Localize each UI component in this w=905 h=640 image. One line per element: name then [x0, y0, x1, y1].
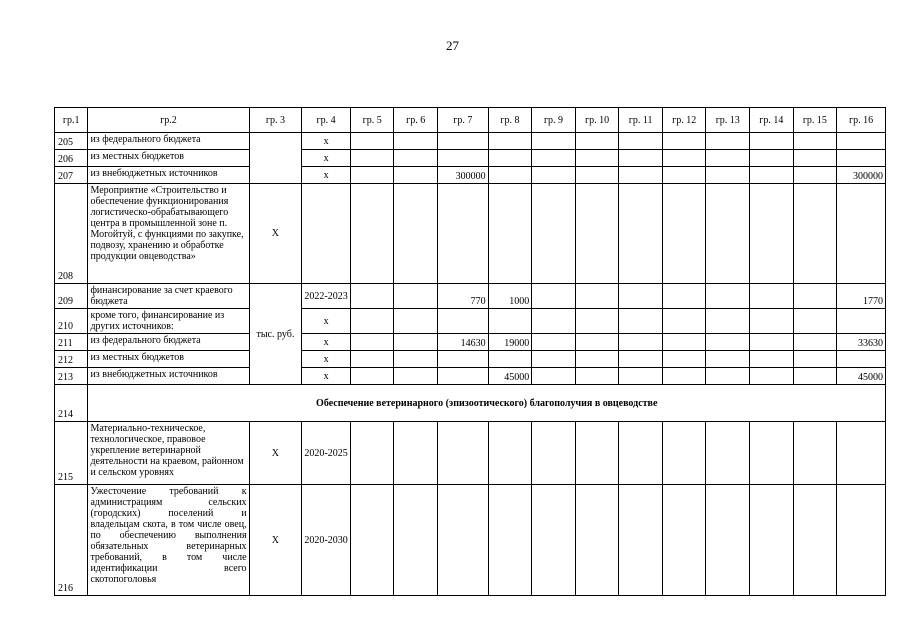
column-header: гр. 16	[837, 108, 886, 133]
cell-g3	[249, 133, 302, 184]
row-number: 210	[55, 309, 88, 334]
column-header: гр. 7	[438, 108, 489, 133]
row-number: 215	[55, 422, 88, 485]
table-row	[55, 150, 886, 167]
cell-g4: х	[302, 150, 351, 167]
column-header: гр. 3	[249, 108, 302, 133]
column-header: гр.2	[88, 108, 249, 133]
row-name: из местных бюджетов	[88, 351, 249, 368]
cell-g8: 1000	[488, 284, 532, 309]
row-number: 205	[55, 133, 88, 150]
page-number: 27	[446, 38, 459, 53]
row-name: из местных бюджетов	[88, 150, 249, 167]
row-number: 207	[55, 167, 88, 184]
table-row	[55, 485, 886, 596]
table-row	[55, 368, 886, 385]
cell-g3: Х	[249, 485, 302, 596]
cell-g16: 1770	[837, 284, 886, 309]
row-number: 214	[55, 385, 88, 422]
cell-g3: Х	[249, 422, 302, 485]
cell-g4: х	[302, 368, 351, 385]
cell-g8: 45000	[488, 368, 532, 385]
row-number: 209	[55, 284, 88, 309]
cell-g8: 19000	[488, 334, 532, 351]
row-number: 206	[55, 150, 88, 167]
cell-g3: Х	[249, 184, 302, 284]
row-number: 212	[55, 351, 88, 368]
row-name: Материально-техническое, технологическое, правовое укрепление ветеринарной деятельности на краевом, районном и сельском уровнях	[88, 422, 249, 485]
cell-g4: 2020-2025	[302, 422, 351, 485]
cell-g7: 300000	[438, 167, 489, 184]
cell-g16: 45000	[837, 368, 886, 385]
row-name: Мероприятие «Строительство и обеспечение функционирования логистическо-обрабатывающего центра в промышленной зоне п. Могойтуй, с функциями по закупке, подвозу, хранению и обработке продукции овцеводства»	[88, 184, 249, 284]
cell-g16: 33630	[837, 334, 886, 351]
cell-g4: х	[302, 351, 351, 368]
table-row	[55, 351, 886, 368]
column-header: гр. 4	[302, 108, 351, 133]
column-header: гр. 9	[532, 108, 576, 133]
row-name: из федерального бюджета	[88, 334, 249, 351]
column-header: гр. 12	[662, 108, 706, 133]
column-header: гр. 11	[619, 108, 663, 133]
row-number: 216	[55, 485, 88, 596]
row-name: из внебюджетных источников	[88, 167, 249, 184]
cell-g4: х	[302, 167, 351, 184]
column-header: гр. 15	[793, 108, 837, 133]
cell-g4: х	[302, 334, 351, 351]
row-name: из внебюджетных источников	[88, 368, 249, 385]
table-header-row	[55, 108, 886, 133]
row-number: 211	[55, 334, 88, 351]
budget-table	[54, 107, 886, 596]
table-row	[55, 184, 886, 284]
table-row	[55, 284, 886, 309]
row-name: кроме того, финансирование из других источников:	[88, 309, 249, 334]
cell-g4: 2022-2023	[302, 284, 351, 309]
table-row	[55, 167, 886, 184]
row-number: 208	[55, 184, 88, 284]
row-name: из федерального бюджета	[88, 133, 249, 150]
column-header: гр. 5	[350, 108, 394, 133]
unit-cell: тыс. руб.	[249, 284, 302, 385]
table-row	[55, 422, 886, 485]
column-header: гр. 10	[575, 108, 619, 133]
column-header: гр. 8	[488, 108, 532, 133]
section-title: Обеспечение ветеринарного (эпизоотического) благополучия в овцеводстве	[88, 385, 886, 422]
cell-g4: 2020-2030	[302, 485, 351, 596]
cell-g4: х	[302, 133, 351, 150]
column-header: гр. 13	[706, 108, 750, 133]
cell-g7: 14630	[438, 334, 489, 351]
column-header: гр. 14	[750, 108, 794, 133]
row-number: 213	[55, 368, 88, 385]
section-row	[55, 385, 886, 422]
row-name: финансирование за счет краевого бюджета	[88, 284, 249, 309]
column-header: гр.1	[55, 108, 88, 133]
table-row	[55, 334, 886, 351]
cell-g7: 770	[438, 284, 489, 309]
table-row	[55, 133, 886, 150]
cell-g16: 300000	[837, 167, 886, 184]
cell-g4: х	[302, 309, 351, 334]
row-name: Ужесточение требований к администрациям сельских (городских) поселений и владельцам скота, в том числе овец, по обеспечению выполнения обязательных ветеринарных требований, в том числе идентификации всего скотопоголовья	[88, 485, 249, 596]
table-row	[55, 309, 886, 334]
column-header: гр. 6	[394, 108, 438, 133]
